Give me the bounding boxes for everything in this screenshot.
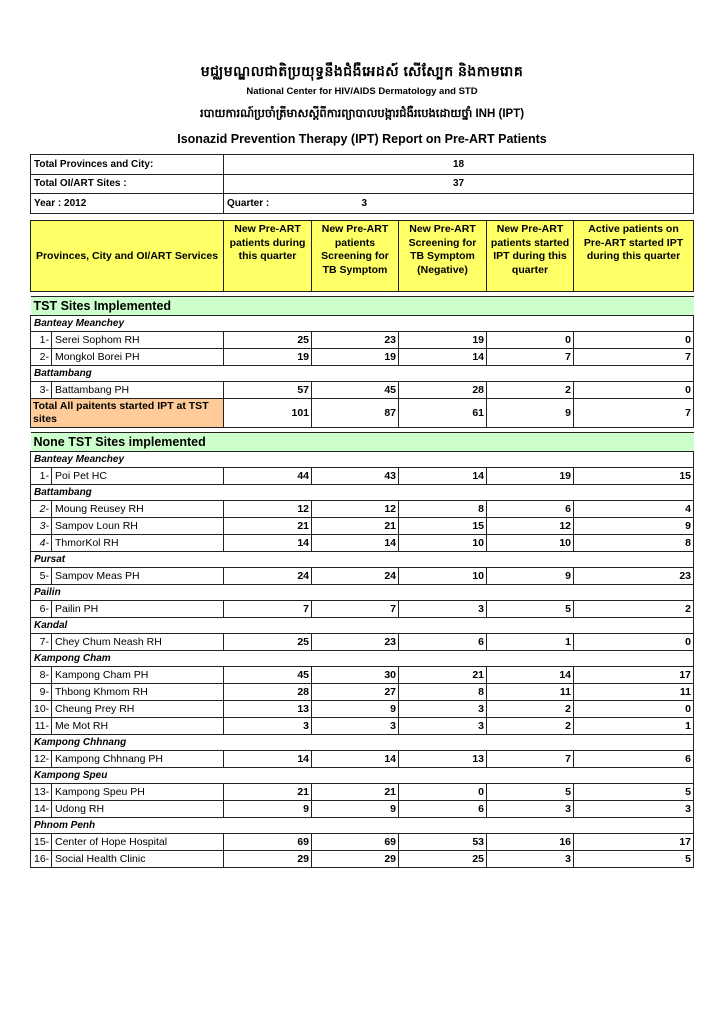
value-cell-3: 0 bbox=[487, 332, 574, 349]
sites-value: 37 bbox=[224, 174, 694, 194]
value-cell-3: 3 bbox=[487, 801, 574, 818]
column-header-0: Provinces, City and OI/ART Services bbox=[31, 221, 224, 292]
value-cell-2: 8 bbox=[399, 684, 487, 701]
value-cell-4: 3 bbox=[574, 801, 694, 818]
province-row bbox=[31, 768, 694, 784]
value-cell-4: 5 bbox=[574, 784, 694, 801]
section-title: TST Sites Implemented bbox=[31, 297, 694, 316]
value-cell-3: 7 bbox=[487, 349, 574, 366]
site-row bbox=[31, 718, 694, 735]
value-cell-4: 2 bbox=[574, 601, 694, 618]
value-cell-2: 3 bbox=[399, 601, 487, 618]
site-name: Serei Sophom RH bbox=[52, 332, 224, 349]
column-header-1: New Pre-ART patients during this quarter bbox=[224, 221, 312, 292]
column-header-row bbox=[31, 221, 694, 292]
site-name: Sampov Meas PH bbox=[52, 568, 224, 585]
province-row bbox=[31, 366, 694, 382]
summary-row-sites bbox=[31, 174, 694, 194]
site-number: 3- bbox=[31, 382, 52, 399]
value-cell-0: 7 bbox=[224, 601, 312, 618]
site-number: 10- bbox=[31, 701, 52, 718]
value-cell-3: 14 bbox=[487, 667, 574, 684]
total-value-2: 61 bbox=[399, 399, 487, 428]
value-cell-1: 14 bbox=[312, 535, 399, 552]
value-cell-3: 2 bbox=[487, 382, 574, 399]
summary-row-provinces bbox=[31, 155, 694, 175]
value-cell-1: 14 bbox=[312, 751, 399, 768]
value-cell-0: 9 bbox=[224, 801, 312, 818]
site-number: 3- bbox=[31, 518, 52, 535]
site-name: ThmorKol RH bbox=[52, 535, 224, 552]
value-cell-1: 43 bbox=[312, 468, 399, 485]
site-number: 5- bbox=[31, 568, 52, 585]
column-header-5: Active patients on Pre-ART started IPT during this quarter bbox=[574, 221, 694, 292]
site-row bbox=[31, 568, 694, 585]
site-row bbox=[31, 332, 694, 349]
site-row bbox=[31, 468, 694, 485]
value-cell-1: 12 bbox=[312, 501, 399, 518]
summary-row-period bbox=[31, 194, 694, 214]
value-cell-3: 9 bbox=[487, 568, 574, 585]
value-cell-2: 3 bbox=[399, 718, 487, 735]
value-cell-2: 28 bbox=[399, 382, 487, 399]
site-name: Poi Pet HC bbox=[52, 468, 224, 485]
site-name: Sampov Loun RH bbox=[52, 518, 224, 535]
total-row bbox=[31, 399, 694, 428]
site-row bbox=[31, 535, 694, 552]
province-name: Kampong Cham bbox=[31, 651, 694, 667]
value-cell-4: 5 bbox=[574, 851, 694, 868]
value-cell-0: 21 bbox=[224, 518, 312, 535]
column-header-3: New Pre-ART Screening for TB Symptom (Negative) bbox=[399, 221, 487, 292]
site-row bbox=[31, 834, 694, 851]
total-value-3: 9 bbox=[487, 399, 574, 428]
site-row bbox=[31, 349, 694, 366]
province-row bbox=[31, 618, 694, 634]
value-cell-3: 7 bbox=[487, 751, 574, 768]
value-cell-2: 14 bbox=[399, 349, 487, 366]
value-cell-4: 0 bbox=[574, 332, 694, 349]
value-cell-0: 45 bbox=[224, 667, 312, 684]
site-number: 12- bbox=[31, 751, 52, 768]
value-cell-4: 9 bbox=[574, 518, 694, 535]
value-cell-4: 23 bbox=[574, 568, 694, 585]
value-cell-1: 23 bbox=[312, 332, 399, 349]
site-name: Thbong Khmom RH bbox=[52, 684, 224, 701]
province-row bbox=[31, 485, 694, 501]
value-cell-2: 8 bbox=[399, 501, 487, 518]
value-cell-3: 16 bbox=[487, 834, 574, 851]
value-cell-1: 3 bbox=[312, 718, 399, 735]
value-cell-2: 10 bbox=[399, 535, 487, 552]
summary-table bbox=[30, 154, 694, 214]
value-cell-3: 10 bbox=[487, 535, 574, 552]
value-cell-2: 6 bbox=[399, 634, 487, 651]
total-value-4: 7 bbox=[574, 399, 694, 428]
province-name: Pursat bbox=[31, 552, 694, 568]
site-number: 11- bbox=[31, 718, 52, 735]
site-row bbox=[31, 382, 694, 399]
site-row bbox=[31, 501, 694, 518]
value-cell-0: 69 bbox=[224, 834, 312, 851]
site-name: Center of Hope Hospital bbox=[52, 834, 224, 851]
site-number: 1- bbox=[31, 332, 52, 349]
site-number: 8- bbox=[31, 667, 52, 684]
value-cell-2: 15 bbox=[399, 518, 487, 535]
value-cell-1: 23 bbox=[312, 634, 399, 651]
site-row bbox=[31, 667, 694, 684]
value-cell-1: 9 bbox=[312, 701, 399, 718]
value-cell-1: 45 bbox=[312, 382, 399, 399]
site-name: Kampong Chhnang PH bbox=[52, 751, 224, 768]
site-name: Kampong Speu PH bbox=[52, 784, 224, 801]
province-name: Pailin bbox=[31, 585, 694, 601]
province-name: Kandal bbox=[31, 618, 694, 634]
section-title: None TST Sites implemented bbox=[31, 433, 694, 452]
value-cell-4: 0 bbox=[574, 634, 694, 651]
value-cell-0: 12 bbox=[224, 501, 312, 518]
value-cell-1: 21 bbox=[312, 784, 399, 801]
value-cell-3: 2 bbox=[487, 718, 574, 735]
site-row bbox=[31, 601, 694, 618]
quarter-label: Quarter : bbox=[224, 194, 314, 214]
total-value-1: 87 bbox=[312, 399, 399, 428]
year-label: Year : 2012 bbox=[31, 194, 224, 214]
value-cell-0: 13 bbox=[224, 701, 312, 718]
site-number: 1- bbox=[31, 468, 52, 485]
value-cell-0: 14 bbox=[224, 751, 312, 768]
site-number: 16- bbox=[31, 851, 52, 868]
section-header bbox=[31, 433, 694, 452]
province-row bbox=[31, 818, 694, 834]
site-name: Chey Chum Neash RH bbox=[52, 634, 224, 651]
value-cell-4: 0 bbox=[574, 701, 694, 718]
site-number: 6- bbox=[31, 601, 52, 618]
value-cell-0: 44 bbox=[224, 468, 312, 485]
site-number: 2- bbox=[31, 501, 52, 518]
site-row bbox=[31, 701, 694, 718]
site-name: Cheung Prey RH bbox=[52, 701, 224, 718]
value-cell-4: 11 bbox=[574, 684, 694, 701]
site-name: Battambang PH bbox=[52, 382, 224, 399]
quarter-value: 3 bbox=[314, 194, 694, 214]
khmer-org-name: មជ្ឈមណ្ឌលជាតិប្រយុទ្ធនឹងជំងឺអេដស៍ សើស្បែក និងកាមរោគ bbox=[200, 63, 524, 79]
site-name: Me Mot RH bbox=[52, 718, 224, 735]
site-row bbox=[31, 851, 694, 868]
province-row bbox=[31, 735, 694, 751]
value-cell-2: 10 bbox=[399, 568, 487, 585]
province-row bbox=[31, 552, 694, 568]
province-row bbox=[31, 316, 694, 332]
value-cell-2: 19 bbox=[399, 332, 487, 349]
value-cell-1: 69 bbox=[312, 834, 399, 851]
value-cell-0: 25 bbox=[224, 332, 312, 349]
site-row bbox=[31, 518, 694, 535]
khmer-report-title: របាយការណ៍ប្រចាំត្រីមាសស្តីពីការព្យាបាលបង្ការជំងឺរបេងដោយថ្នាំ INH (IPT) bbox=[199, 108, 525, 120]
site-number: 15- bbox=[31, 834, 52, 851]
value-cell-0: 28 bbox=[224, 684, 312, 701]
province-row bbox=[31, 651, 694, 667]
site-row bbox=[31, 684, 694, 701]
value-cell-4: 1 bbox=[574, 718, 694, 735]
province-name: Kampong Chhnang bbox=[31, 735, 694, 751]
total-label: Total All paitents started IPT at TST sites bbox=[31, 399, 224, 428]
value-cell-2: 25 bbox=[399, 851, 487, 868]
value-cell-3: 3 bbox=[487, 851, 574, 868]
province-name: Battambang bbox=[31, 485, 694, 501]
province-name: Phnom Penh bbox=[31, 818, 694, 834]
value-cell-0: 14 bbox=[224, 535, 312, 552]
province-name: Banteay Meanchey bbox=[31, 452, 694, 468]
site-name: Pailin PH bbox=[52, 601, 224, 618]
value-cell-3: 12 bbox=[487, 518, 574, 535]
ipt-report-table bbox=[30, 220, 694, 868]
site-number: 4- bbox=[31, 535, 52, 552]
site-number: 9- bbox=[31, 684, 52, 701]
value-cell-3: 11 bbox=[487, 684, 574, 701]
value-cell-2: 13 bbox=[399, 751, 487, 768]
value-cell-3: 5 bbox=[487, 601, 574, 618]
value-cell-1: 24 bbox=[312, 568, 399, 585]
value-cell-2: 21 bbox=[399, 667, 487, 684]
value-cell-0: 24 bbox=[224, 568, 312, 585]
value-cell-0: 57 bbox=[224, 382, 312, 399]
value-cell-1: 7 bbox=[312, 601, 399, 618]
provinces-value: 18 bbox=[224, 155, 694, 175]
value-cell-3: 2 bbox=[487, 701, 574, 718]
value-cell-4: 0 bbox=[574, 382, 694, 399]
site-name: Mongkol Borei PH bbox=[52, 349, 224, 366]
province-name: Battambang bbox=[31, 366, 694, 382]
province-name: Banteay Meanchey bbox=[31, 316, 694, 332]
site-row bbox=[31, 801, 694, 818]
value-cell-0: 21 bbox=[224, 784, 312, 801]
value-cell-3: 6 bbox=[487, 501, 574, 518]
section-header bbox=[31, 297, 694, 316]
value-cell-4: 6 bbox=[574, 751, 694, 768]
sites-label: Total OI/ART Sites : bbox=[31, 174, 224, 194]
province-name: Kampong Speu bbox=[31, 768, 694, 784]
site-number: 2- bbox=[31, 349, 52, 366]
value-cell-4: 8 bbox=[574, 535, 694, 552]
value-cell-3: 19 bbox=[487, 468, 574, 485]
province-row bbox=[31, 452, 694, 468]
value-cell-3: 5 bbox=[487, 784, 574, 801]
provinces-label: Total Provinces and City: bbox=[31, 155, 224, 175]
column-header-4: New Pre-ART patients started IPT during this quarter bbox=[487, 221, 574, 292]
value-cell-4: 15 bbox=[574, 468, 694, 485]
value-cell-4: 4 bbox=[574, 501, 694, 518]
site-name: Moung Reusey RH bbox=[52, 501, 224, 518]
value-cell-1: 30 bbox=[312, 667, 399, 684]
site-number: 14- bbox=[31, 801, 52, 818]
value-cell-3: 1 bbox=[487, 634, 574, 651]
site-row bbox=[31, 784, 694, 801]
org-name: National Center for HIV/AIDS Dermatology and STD bbox=[246, 86, 478, 97]
value-cell-2: 6 bbox=[399, 801, 487, 818]
site-number: 13- bbox=[31, 784, 52, 801]
value-cell-0: 3 bbox=[224, 718, 312, 735]
report-title: Isonazid Prevention Therapy (IPT) Report on Pre-ART Patients bbox=[177, 132, 547, 146]
value-cell-1: 9 bbox=[312, 801, 399, 818]
value-cell-2: 3 bbox=[399, 701, 487, 718]
value-cell-1: 21 bbox=[312, 518, 399, 535]
site-name: Kampong Cham PH bbox=[52, 667, 224, 684]
site-row bbox=[31, 751, 694, 768]
value-cell-1: 29 bbox=[312, 851, 399, 868]
site-name: Udong RH bbox=[52, 801, 224, 818]
value-cell-2: 14 bbox=[399, 468, 487, 485]
value-cell-4: 17 bbox=[574, 834, 694, 851]
province-row bbox=[31, 585, 694, 601]
value-cell-1: 27 bbox=[312, 684, 399, 701]
value-cell-2: 0 bbox=[399, 784, 487, 801]
value-cell-0: 25 bbox=[224, 634, 312, 651]
value-cell-4: 17 bbox=[574, 667, 694, 684]
site-name: Social Health Clinic bbox=[52, 851, 224, 868]
column-header-2: New Pre-ART patients Screening for TB Symptom bbox=[312, 221, 399, 292]
value-cell-4: 7 bbox=[574, 349, 694, 366]
value-cell-2: 53 bbox=[399, 834, 487, 851]
total-value-0: 101 bbox=[224, 399, 312, 428]
site-row bbox=[31, 634, 694, 651]
value-cell-1: 19 bbox=[312, 349, 399, 366]
value-cell-0: 29 bbox=[224, 851, 312, 868]
value-cell-0: 19 bbox=[224, 349, 312, 366]
site-number: 7- bbox=[31, 634, 52, 651]
